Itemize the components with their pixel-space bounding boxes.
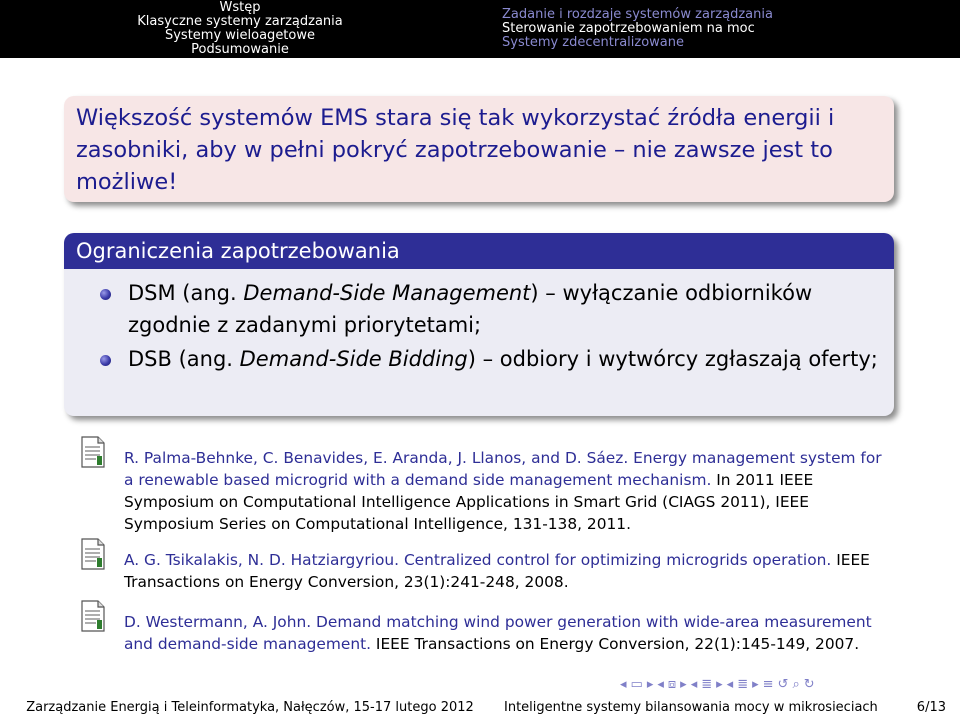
nav-next-doc-icon[interactable]: ▸ xyxy=(752,676,759,692)
alert-text: Większość systemów EMS stara się tak wykorzystać źródła energii i zasobniki, aby w pełni pokryć zapotrzebowanie – nie zawsze jest to możliwe! xyxy=(76,105,835,195)
ref-authors: D. Westermann, A. John. xyxy=(124,613,312,631)
nav-section-wstep[interactable]: Wstęp xyxy=(219,0,261,15)
item-suffix: ) – odbiory i wytwórcy zgłaszają oferty; xyxy=(467,347,878,371)
item-suffix: ) – wyłączanie odbiorników zgodnie z zadanymi priorytetami; xyxy=(128,281,813,337)
nav-doc-icon[interactable]: ≣ xyxy=(737,676,749,692)
nav-next-section-icon[interactable]: ▸ xyxy=(716,676,723,692)
ref-details: IEEE Transactions on Energy Conversion, 22(1):145-149, 2007. xyxy=(375,635,860,653)
nav-section-podsumowanie[interactable]: Podsumowanie xyxy=(191,42,289,57)
reference-3 xyxy=(124,611,884,655)
nav-frame-icon[interactable]: ▭ xyxy=(630,676,643,692)
nav-prev-frame-icon[interactable]: ◂ xyxy=(620,676,627,692)
nav-align-icon[interactable]: ≡ xyxy=(762,676,774,692)
ref-details: In 2011 IEEE Symposium on Computational Intelligence Applications in Smart Grid (CIAGS 2011), IEEE Symposium Series on Computational Intelligence, 131-138, 2011. xyxy=(124,471,814,533)
nav-forward-icon[interactable]: ↻ xyxy=(803,676,815,692)
reference-2 xyxy=(124,549,884,593)
list-item-dsb xyxy=(76,343,882,375)
nav-section-wieloagentowe[interactable]: Systemy wieloagetowe xyxy=(164,28,315,43)
nav-prev-doc-icon[interactable]: ◂ xyxy=(726,676,734,692)
footer-left: Zarządzanie Energią i Teleinformatyka, Nałęczów, 15-17 lutego 2012 xyxy=(0,696,500,720)
footer-right xyxy=(500,696,960,720)
header-bar xyxy=(0,0,960,58)
ref-title: Demand matching wind power generation with wide-area measurement and demand-side management. xyxy=(124,613,872,653)
bullet-icon xyxy=(100,289,111,300)
article-icon xyxy=(80,600,106,632)
nav-subsection-zdecentralizowane[interactable]: Systemy zdecentralizowane xyxy=(502,35,685,50)
list-item-dsm xyxy=(76,277,882,341)
nav-subsection-sterowanie[interactable]: Sterowanie zapotrzebowaniem na moc xyxy=(502,21,755,36)
ref-details: IEEE Transactions on Energy Conversion, 23(1):241-248, 2008. xyxy=(124,551,870,591)
ref-title: Centralized control for optimizing microgrids operation. xyxy=(403,551,832,569)
page-number: 6/13 xyxy=(916,700,946,715)
navigation-symbols xyxy=(620,674,815,694)
header-left-nav xyxy=(0,0,480,58)
reference-1 xyxy=(124,447,884,535)
nav-section-icon[interactable]: ≣ xyxy=(701,676,713,692)
item-term: Demand-Side Bidding xyxy=(239,347,468,371)
ref-authors: A. G. Tsikalakis, N. D. Hatziargyriou. xyxy=(124,551,400,569)
ref-title: Energy management system for a renewable based microgrid with a demand side management mechanism. xyxy=(124,449,882,489)
constraints-block xyxy=(64,233,894,416)
footer-bar xyxy=(0,696,960,720)
nav-prev-subsection-icon[interactable]: ◂ xyxy=(657,676,664,692)
ref-authors: R. Palma-Behnke, C. Benavides, E. Aranda, J. Llanos, and D. Sáez. xyxy=(124,449,629,467)
item-prefix: DSM (ang. xyxy=(128,281,244,305)
nav-next-subsection-icon[interactable]: ▸ xyxy=(680,676,687,692)
nav-prev-section-icon[interactable]: ◂ xyxy=(690,676,698,692)
article-icon xyxy=(80,538,106,570)
item-term: Demand-Side Management xyxy=(243,281,531,305)
nav-subsection-icon[interactable]: ⧈ xyxy=(667,676,677,692)
article-icon xyxy=(80,436,106,468)
alert-block xyxy=(64,96,894,202)
header-right-nav xyxy=(480,0,960,58)
item-prefix: DSB (ang. xyxy=(128,347,240,371)
footer-title: Inteligentne systemy bilansowania mocy w mikrosieciach xyxy=(504,700,878,715)
nav-back-icon[interactable]: ↺ xyxy=(777,676,789,692)
nav-search-icon[interactable]: ⌕ xyxy=(792,676,800,692)
block-body xyxy=(64,269,894,375)
nav-subsection-zadanie[interactable]: Zadanie i rozdzaje systemów zarządzania xyxy=(502,7,773,22)
bullet-icon xyxy=(100,355,111,366)
nav-next-frame-icon[interactable]: ▸ xyxy=(646,676,654,692)
block-title: Ograniczenia zapotrzebowania xyxy=(64,233,894,269)
nav-section-klasyczne[interactable]: Klasyczne systemy zarządzania xyxy=(137,14,343,29)
